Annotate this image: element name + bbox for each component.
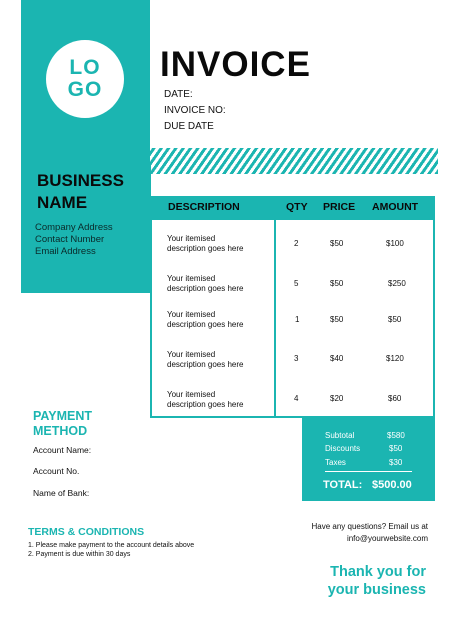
description-line: Your itemised — [167, 350, 216, 359]
account-name-field: Account Name: — [33, 445, 92, 455]
column-header-qty: QTY — [286, 201, 308, 213]
table-row-price: $40 — [330, 354, 344, 363]
table-row-amount: $50 — [388, 315, 402, 324]
description-line: description goes here — [167, 284, 244, 293]
contact-number: Contact Number — [35, 234, 105, 245]
date-label: DATE: — [164, 89, 193, 100]
table-row-qty: 3 — [294, 354, 299, 363]
description-line: description goes here — [167, 360, 244, 369]
table-row-price: $50 — [330, 315, 344, 324]
thank-you-line2: your business — [327, 582, 426, 598]
column-divider — [274, 220, 276, 418]
table-row-price: $50 — [330, 279, 344, 288]
table-row-qty: 2 — [294, 239, 299, 248]
payment-heading-line2: METHOD — [33, 424, 88, 438]
totals-summary-box — [302, 418, 435, 501]
description-line: Your itemised — [167, 310, 216, 319]
table-row-description — [167, 390, 267, 410]
column-header-price: PRICE — [323, 201, 356, 213]
questions-text: Have any questions? Email us at — [311, 522, 428, 531]
description-line: description goes here — [167, 244, 244, 253]
company-address: Company Address — [35, 222, 113, 233]
bank-name-field: Name of Bank: — [33, 488, 90, 498]
description-line: description goes here — [167, 400, 244, 409]
description-line: Your itemised — [167, 390, 216, 399]
taxes-label: Taxes — [325, 458, 346, 467]
table-row-price: $50 — [330, 239, 344, 248]
discounts-value: $50 — [389, 444, 403, 453]
thank-you-message — [226, 563, 426, 599]
invoice-title: INVOICE — [160, 45, 311, 84]
thank-you-line1: Thank you for — [330, 564, 426, 580]
taxes-value: $30 — [389, 458, 403, 467]
table-row-amount: $120 — [386, 354, 404, 363]
contact-email[interactable]: info@yourwebsite.com — [346, 534, 428, 543]
table-row-description — [167, 350, 267, 370]
business-name — [37, 170, 124, 214]
description-line: Your itemised — [167, 274, 216, 283]
table-row-qty: 5 — [294, 279, 299, 288]
column-header-amount: AMOUNT — [372, 201, 419, 213]
logo — [46, 40, 124, 118]
table-row-description — [167, 234, 267, 254]
total-value: $500.00 — [372, 479, 412, 491]
table-row-amount: $60 — [388, 394, 402, 403]
table-row-amount: $250 — [388, 279, 406, 288]
business-name-line1: BUSINESS — [37, 171, 124, 190]
subtotal-value: $580 — [387, 431, 405, 440]
table-row-description — [167, 310, 267, 330]
decorative-stripe-band — [150, 148, 438, 174]
table-row-qty: 1 — [295, 315, 300, 324]
description-line: description goes here — [167, 320, 244, 329]
payment-method-heading — [33, 409, 92, 439]
business-name-line2: NAME — [37, 193, 88, 212]
summary-divider — [325, 471, 412, 472]
subtotal-label: Subtotal — [325, 431, 355, 440]
account-number-field: Account No. — [33, 466, 80, 476]
terms-item: 1. Please make payment to the account details above — [28, 542, 195, 549]
table-row-qty: 4 — [294, 394, 299, 403]
description-line: Your itemised — [167, 234, 216, 243]
payment-heading-line1: PAYMENT — [33, 409, 93, 423]
logo-text-line1: LO — [69, 56, 101, 79]
table-row-description — [167, 274, 267, 294]
due-date-label: DUE DATE — [164, 121, 214, 132]
discounts-label: Discounts — [325, 444, 361, 453]
total-label: TOTAL: — [323, 479, 363, 491]
logo-text-line2: GO — [67, 78, 103, 101]
table-row-amount: $100 — [386, 239, 404, 248]
invoice-number-label: INVOICE NO: — [164, 105, 226, 116]
terms-heading: TERMS & CONDITIONS — [28, 526, 145, 538]
email-address: Email Address — [35, 246, 96, 257]
table-row-price: $20 — [330, 394, 344, 403]
column-header-description: DESCRIPTION — [168, 201, 240, 213]
terms-item: 2. Payment is due within 30 days — [28, 551, 131, 558]
